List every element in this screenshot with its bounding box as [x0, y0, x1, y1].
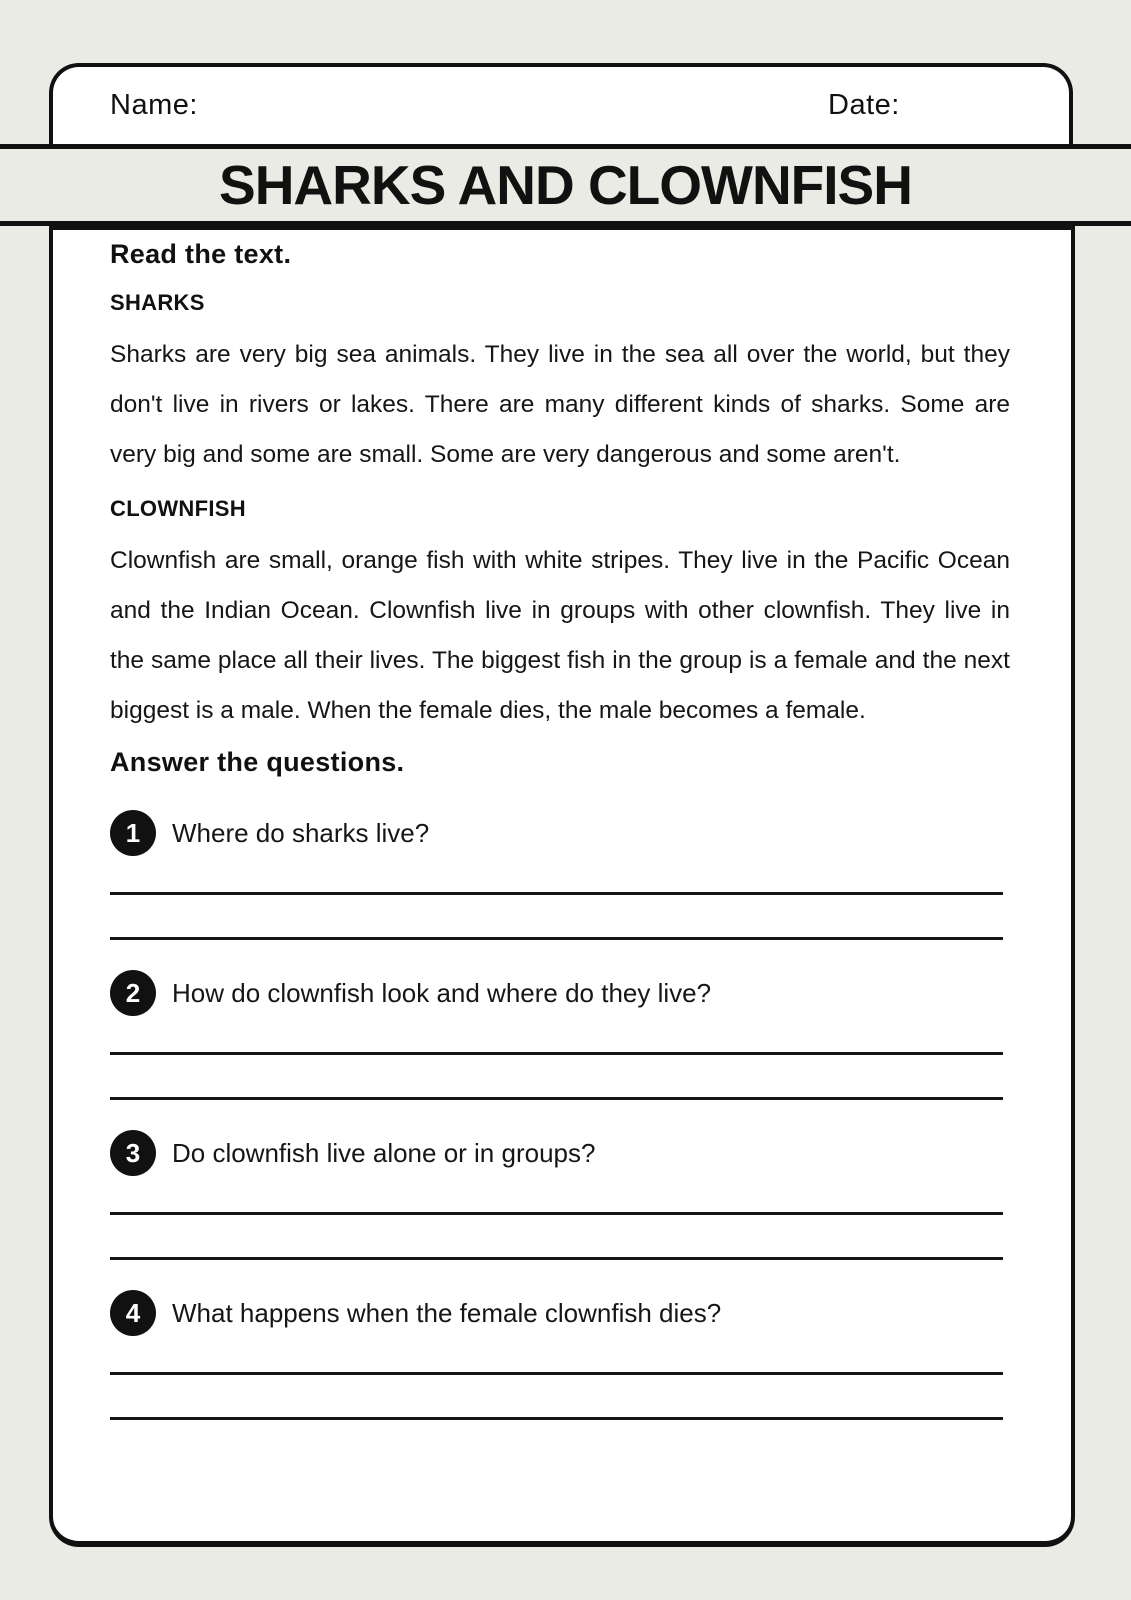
- answer-line: [110, 937, 1003, 940]
- question-text: How do clownfish look and where do they live?: [172, 977, 712, 1008]
- date-label: Date:: [828, 89, 900, 121]
- question-row: [110, 1130, 1010, 1176]
- question-item-4: [110, 1290, 1010, 1420]
- question-number-badge: 3: [110, 1130, 156, 1176]
- question-number-badge: 1: [110, 810, 156, 856]
- read-instruction: Read the text.: [110, 239, 292, 269]
- question-text: Where do sharks live?: [172, 817, 430, 848]
- question-item-3: [110, 1130, 1010, 1260]
- question-item-2: [110, 970, 1010, 1100]
- name-date-box: [49, 63, 1073, 144]
- question-text: Do clownfish live alone or in groups?: [172, 1137, 596, 1168]
- answer-line: [110, 1212, 1003, 1215]
- passage-text-sharks: Sharks are very big sea animals. They live in the sea all over the world, but they don't live in rivers or lakes. There are many different kinds of sharks. Some are very big and some are small. Some are very dangerous and some aren't.: [110, 341, 1010, 468]
- passage-heading-clownfish: CLOWNFISH: [110, 496, 246, 521]
- answer-line: [110, 1372, 1003, 1375]
- answer-instruction: Answer the questions.: [110, 747, 405, 777]
- passage-heading-sharks: SHARKS: [110, 290, 205, 315]
- passage-text-clownfish: Clownfish are small, orange fish with white stripes. They live in the Pacific Ocean and the Indian Ocean. Clownfish live in groups with other clownfish. They live in the same place all their lives. The biggest fish in the group is a female and the next biggest is a male. When the female dies, the male becomes a female.: [110, 547, 1010, 724]
- title-band: [0, 144, 1131, 226]
- name-label: Name:: [110, 89, 198, 121]
- question-row: [110, 970, 1010, 1016]
- page-title: SHARKS AND CLOWNFISH: [219, 154, 912, 216]
- worksheet-body: [49, 226, 1075, 1547]
- answer-line: [110, 1097, 1003, 1100]
- answer-line: [110, 1257, 1003, 1260]
- question-number-badge: 4: [110, 1290, 156, 1336]
- question-number-badge: 2: [110, 970, 156, 1016]
- question-row: [110, 1290, 1010, 1336]
- answer-line: [110, 892, 1003, 895]
- question-item-1: [110, 810, 1010, 940]
- question-text: What happens when the female clownfish dies?: [172, 1297, 722, 1328]
- question-row: [110, 810, 1010, 856]
- answer-line: [110, 1052, 1003, 1055]
- answer-line: [110, 1417, 1003, 1420]
